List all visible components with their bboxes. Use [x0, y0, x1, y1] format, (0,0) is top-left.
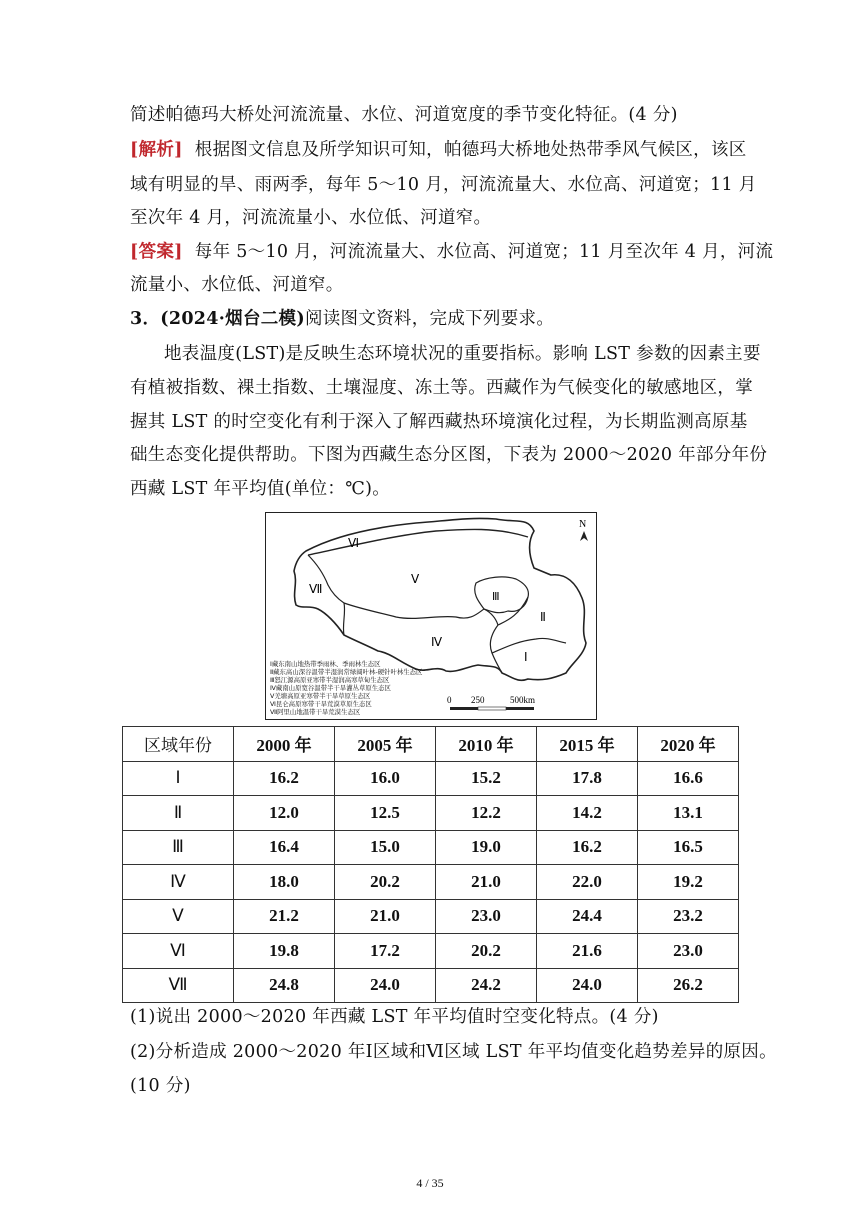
legend-item: Ⅱ藏东高山深谷温带半湿润常绿阔叶林-硬针叶林生态区 — [270, 668, 423, 676]
zone-I-boundary — [490, 625, 566, 653]
table-row — [123, 934, 739, 969]
lst-value-cell: 23.0 — [638, 934, 739, 969]
zone-label-VII: Ⅶ — [309, 582, 323, 596]
lst-value-cell: 18.0 — [234, 865, 335, 900]
table-row — [123, 899, 739, 934]
lst-value-cell: 21.0 — [436, 865, 537, 900]
table-header-cell: 2020 年 — [638, 727, 739, 762]
lst-value-cell: 16.2 — [234, 761, 335, 796]
lst-value-cell: 15.2 — [436, 761, 537, 796]
analysis-text: 至次年 4 月，河流流量小、水位低、河道窄。 — [130, 208, 492, 228]
page-number: 4 / 35 — [416, 1176, 444, 1190]
zone-cell: Ⅳ — [123, 865, 234, 900]
answer-line — [130, 240, 773, 264]
scale-bar — [447, 695, 535, 710]
lst-value-cell: 24.4 — [537, 899, 638, 934]
zone-cell: Ⅵ — [123, 934, 234, 969]
answer-tag: [答案] — [130, 242, 183, 262]
zone-IV-boundary — [344, 603, 498, 625]
lst-value-cell: 15.0 — [335, 830, 436, 865]
answer-text: 流量小、水位低、河道窄。 — [130, 275, 344, 295]
tibet-outline — [294, 518, 586, 680]
question-3-instruction: 阅读图文资料，完成下列要求。 — [304, 309, 555, 329]
table-row — [123, 865, 739, 900]
lst-value-cell: 12.5 — [335, 796, 436, 831]
zone-label-V: Ⅴ — [411, 572, 420, 586]
table-header-cell: 2005 年 — [335, 727, 436, 762]
lst-value-cell: 20.2 — [436, 934, 537, 969]
lst-value-cell: 23.0 — [436, 899, 537, 934]
table-row — [123, 761, 739, 796]
lst-value-cell: 26.2 — [638, 968, 739, 1003]
legend-item: Ⅵ昆仑高原寒带干旱荒漠草原生态区 — [270, 700, 372, 708]
lst-value-cell: 16.0 — [335, 761, 436, 796]
zone-label-I: Ⅰ — [524, 650, 528, 664]
table-row — [123, 796, 739, 831]
material-text: 西藏 LST 年平均值(单位：℃)。 — [130, 479, 391, 499]
table-row — [123, 968, 739, 1003]
lst-value-cell: 24.2 — [436, 968, 537, 1003]
legend-item: Ⅶ阿里山地温带干旱荒漠生态区 — [270, 708, 361, 716]
material-text: 地表温度(LST)是反映生态环境状况的重要指标。影响 LST 参数的因素主要 — [164, 344, 761, 364]
lst-value-cell: 16.2 — [537, 830, 638, 865]
lst-value-cell: 12.0 — [234, 796, 335, 831]
analysis-text: 域有明显的旱、雨两季，每年 5～10 月，河流流量大、水位高、河道宽；11 月 — [130, 175, 757, 195]
scale-label-500: 500km — [510, 695, 536, 705]
lst-table — [122, 726, 739, 1003]
lst-value-cell: 17.2 — [335, 934, 436, 969]
table-header-cell: 区域年份 — [123, 727, 234, 762]
lst-value-cell: 14.2 — [537, 796, 638, 831]
lst-value-cell: 23.2 — [638, 899, 739, 934]
lst-value-cell: 19.8 — [234, 934, 335, 969]
zone-cell: Ⅱ — [123, 796, 234, 831]
legend-item: Ⅳ藏南山原宽谷温带半干旱灌丛草原生态区 — [270, 684, 391, 692]
zone-III-boundary — [475, 577, 529, 613]
table-header-cell: 2000 年 — [234, 727, 335, 762]
lst-value-cell: 16.6 — [638, 761, 739, 796]
lst-value-cell: 16.5 — [638, 830, 739, 865]
table-header-cell: 2010 年 — [436, 727, 537, 762]
zone-label-IV: Ⅳ — [431, 635, 443, 649]
analysis-text: 根据图文信息及所学知识可知，帕德玛大桥地处热带季风气候区，该区 — [194, 140, 747, 160]
material-text: 握其 LST 的时空变化有利于深入了解西藏热环境演化过程，为长期监测高原基 — [130, 412, 748, 432]
zone-VI-boundary — [308, 529, 528, 555]
zone-cell: Ⅴ — [123, 899, 234, 934]
lst-value-cell: 19.0 — [436, 830, 537, 865]
north-label: N — [579, 519, 587, 530]
sub-question-1: (1)说出 2000～2020 年西藏 LST 年平均值时空变化特点。(4 分) — [130, 1007, 659, 1027]
table-header-cell: 2015 年 — [537, 727, 638, 762]
answer-text: 每年 5～10 月，河流流量大、水位高、河道宽；11 月至次年 4 月，河流 — [194, 242, 774, 262]
lst-value-cell: 13.1 — [638, 796, 739, 831]
zone-cell: Ⅰ — [123, 761, 234, 796]
zone-label-III: Ⅲ — [492, 591, 500, 603]
table-header-row — [123, 727, 739, 762]
lst-value-cell: 17.8 — [537, 761, 638, 796]
question-text: 简述帕德玛大桥处河流流量、水位、河道宽度的季节变化特征。(4 分) — [130, 105, 678, 125]
lst-value-cell: 24.8 — [234, 968, 335, 1003]
lst-value-cell: 21.6 — [537, 934, 638, 969]
lst-value-cell: 12.2 — [436, 796, 537, 831]
lst-value-cell: 19.2 — [638, 865, 739, 900]
scale-label-0: 0 — [447, 695, 452, 705]
lst-value-cell: 22.0 — [537, 865, 638, 900]
table-row — [123, 830, 739, 865]
zone-I-west — [492, 653, 502, 673]
north-arrow-icon — [580, 531, 588, 541]
tibet-ecological-zone-map — [265, 512, 597, 720]
analysis-line — [130, 138, 747, 162]
legend-item: Ⅴ羌塘高原亚寒带半干旱草原生态区 — [270, 692, 371, 700]
lst-value-cell: 21.2 — [234, 899, 335, 934]
material-text: 有植被指数、裸土指数、土壤湿度、冻土等。西藏作为气候变化的敏感地区，掌 — [130, 378, 753, 398]
zone-label-VI: Ⅵ — [348, 536, 360, 550]
question-3-title — [130, 307, 554, 331]
legend-item: Ⅰ藏东南山地热带季雨林、季雨林生态区 — [270, 660, 381, 668]
lst-value-cell: 24.0 — [537, 968, 638, 1003]
zone-cell: Ⅶ — [123, 968, 234, 1003]
lst-value-cell: 24.0 — [335, 968, 436, 1003]
zone-label-II: Ⅱ — [540, 610, 546, 624]
analysis-tag: [解析] — [130, 140, 183, 160]
material-text: 础生态变化提供帮助。下图为西藏生态分区图，下表为 2000～2020 年部分年份 — [130, 445, 768, 465]
scale-label-250: 250 — [471, 695, 485, 705]
zone-cell: Ⅲ — [123, 830, 234, 865]
sub-question-2-score: (10 分) — [130, 1076, 191, 1096]
lst-value-cell: 21.0 — [335, 899, 436, 934]
legend-item: Ⅲ怒江源高原亚寒带半湿润高寒草甸生态区 — [270, 676, 390, 684]
lst-value-cell: 20.2 — [335, 865, 436, 900]
sub-question-2: (2)分析造成 2000～2020 年Ⅰ区域和Ⅵ区域 LST 年平均值变化趋势差异的原因。 — [130, 1042, 777, 1062]
question-3-source: 3．(2024·烟台二模) — [130, 309, 305, 329]
lst-value-cell: 16.4 — [234, 830, 335, 865]
